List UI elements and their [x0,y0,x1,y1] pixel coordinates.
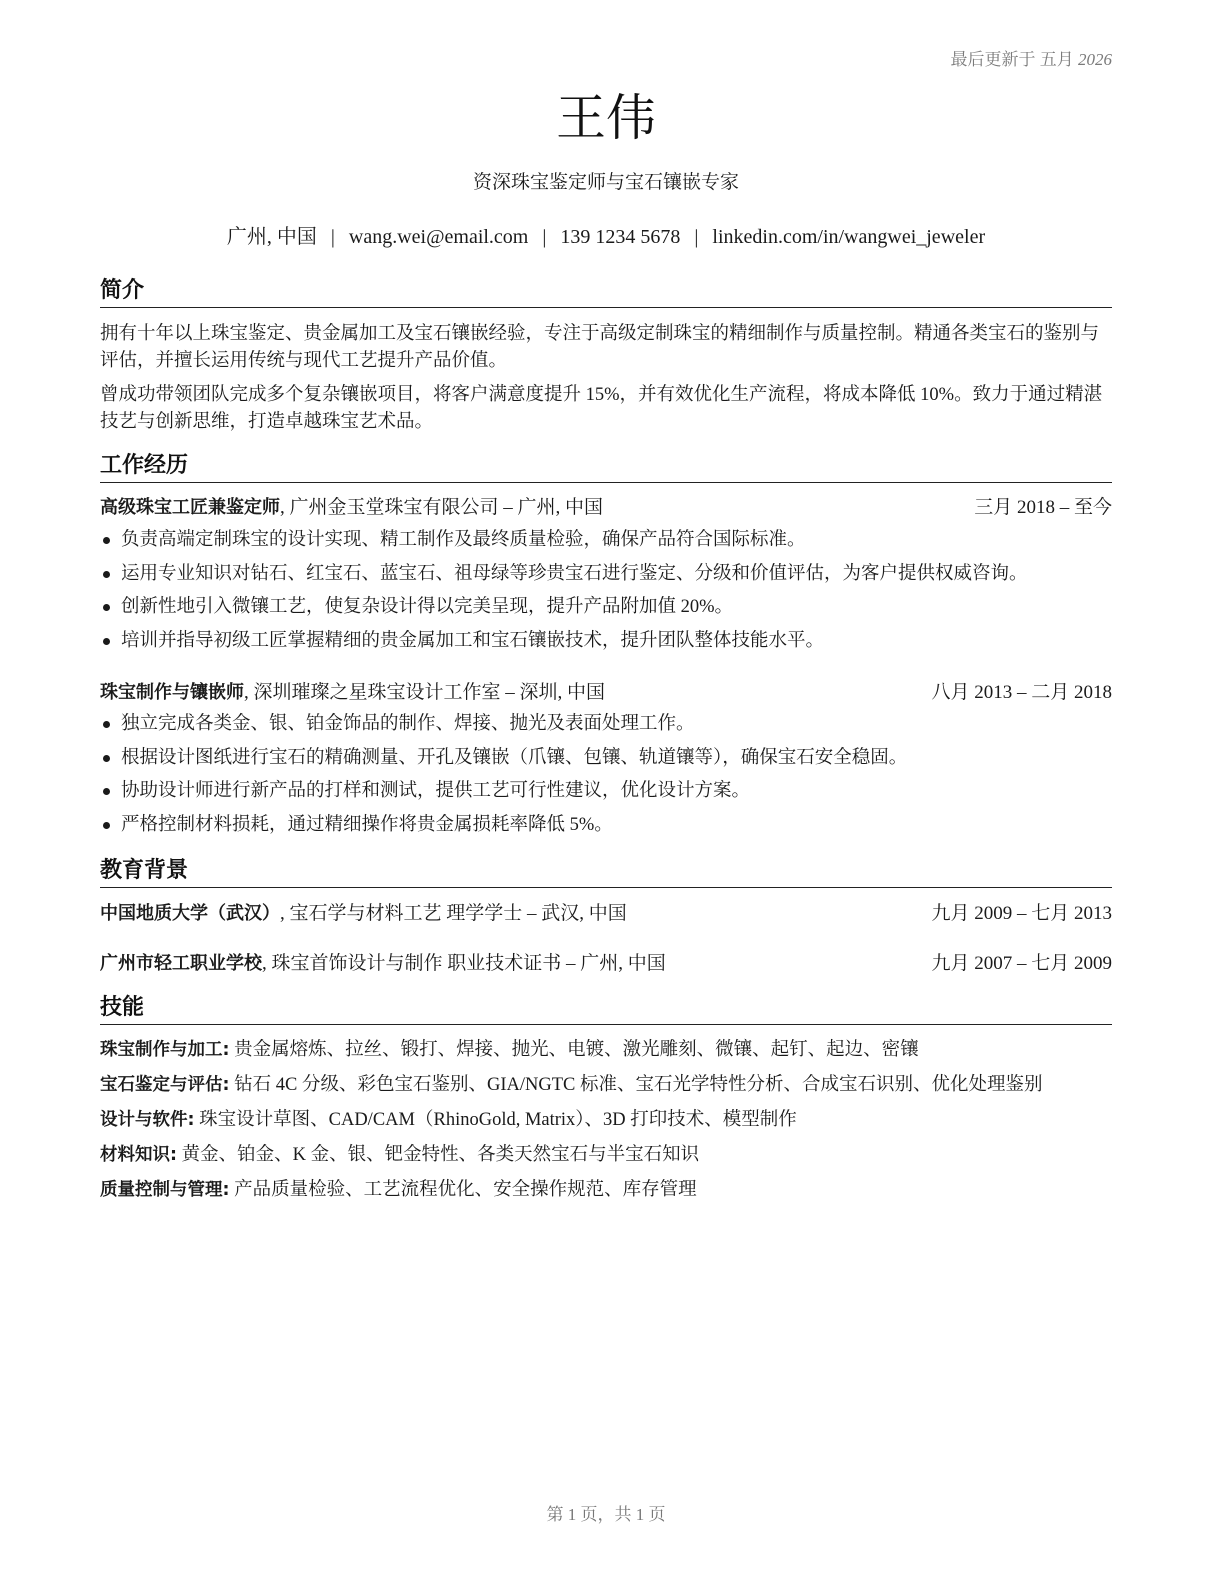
degree-detail: , 宝石学与材料工艺 理学学士 – 武汉, 中国 [280,903,627,924]
section-heading-education: 教育背景 [100,857,1112,888]
last-updated-year: 2026 [1078,50,1112,69]
skill-value: 珠宝设计草图、CAD/CAM（RhinoGold, Matrix）、3D 打印技术、模型制作 [194,1110,797,1130]
skill-row [100,1142,1112,1168]
skill-label: 珠宝制作与加工: [100,1040,230,1060]
contact-phone[interactable]: 139 1234 5678 [560,226,681,248]
job-dates: 八月 2013 – 二月 2018 [931,682,1112,703]
job-bullet-list [100,527,1112,661]
section-heading-summary: 简介 [100,277,1112,308]
contact-separator: | [330,226,335,248]
skill-value: 黄金、铂金、K 金、银、钯金特性、各类天然宝石与半宝石知识 [177,1145,700,1165]
candidate-name: 王伟 [556,89,656,147]
skill-row [100,1072,1112,1098]
contact-separator: | [694,226,699,248]
degree-detail: , 珠宝首饰设计与制作 职业技术证书 – 广州, 中国 [262,953,666,974]
section-heading-skills: 技能 [100,994,1112,1025]
contact-linkedin[interactable]: linkedin.com/in/wangwei_jeweler [712,226,986,248]
job-bullet: 独立完成各类金、银、铂金饰品的制作、焊接、抛光及表面处理工作。 [100,711,1112,745]
job-bullet-list [100,711,1112,845]
job-bullet: 协助设计师进行新产品的打样和测试，提供工艺可行性建议，优化设计方案。 [100,778,1112,812]
job-organization: , 深圳璀璨之星珠宝设计工作室 – 深圳, 中国 [244,682,606,703]
job-bullet: 负责高端定制珠宝的设计实现、精工制作及最终质量检验，确保产品符合国际标准。 [100,527,1112,561]
skill-label: 宝石鉴定与评估: [100,1075,230,1095]
contact-location: 广州, 中国 [226,226,317,248]
summary-paragraph: 拥有十年以上珠宝鉴定、贵金属加工及宝石镶嵌经验，专注于高级定制珠宝的精细制作与质量控制。精通各类宝石的鉴别与评估，并擅长运用传统与现代工艺提升产品价值。 [100,324,1100,371]
job-dates: 三月 2018 – 至今 [974,497,1112,518]
last-updated-month: 五月 [1039,50,1074,69]
skill-value: 产品质量检验、工艺流程优化、安全操作规范、库存管理 [229,1180,697,1200]
job-bullet: 严格控制材料损耗，通过精细操作将贵金属损耗率降低 5%。 [100,812,1112,846]
resume-page [100,0,1112,1584]
skill-value: 贵金属熔炼、拉丝、锻打、焊接、抛光、电镀、激光雕刻、微镶、起钉、起边、密镶 [229,1040,919,1060]
skill-row [100,1107,1112,1133]
education-dates: 九月 2009 – 七月 2013 [931,903,1112,924]
skill-row [100,1037,1112,1063]
job-bullet: 培训并指导初级工匠掌握精细的贵金属加工和宝石镶嵌技术，提升团队整体技能水平。 [100,628,1112,662]
job-header [100,680,1112,706]
skill-label: 设计与软件: [100,1110,195,1130]
job-bullet: 运用专业知识对钻石、红宝石、蓝宝石、祖母绿等珍贵宝石进行鉴定、分级和价值评估，为客户提供权威咨询。 [100,561,1112,595]
job-bullet: 根据设计图纸进行宝石的精确测量、开孔及镶嵌（爪镶、包镶、轨道镶等），确保宝石安全稳固。 [100,745,1112,779]
skill-label: 材料知识: [100,1145,177,1165]
summary-paragraph: 曾成功带领团队完成多个复杂镶嵌项目，将客户满意度提升 15%，并有效优化生产流程，将成本降低 10%。致力于通过精湛技艺与创新思维，打造卓越珠宝艺术品。 [100,385,1103,432]
candidate-title: 资深珠宝鉴定师与宝石镶嵌专家 [472,172,739,193]
education-entry [100,901,1112,927]
skill-row [100,1177,1112,1203]
school-name: 中国地质大学（武汉） [100,903,280,924]
section-heading-experience: 工作经历 [100,452,1112,483]
job-organization: , 广州金玉堂珠宝有限公司 – 广州, 中国 [280,497,604,518]
skill-label: 质量控制与管理: [100,1180,230,1200]
job-role: 高级珠宝工匠兼鉴定师 [100,497,280,518]
contact-email[interactable]: wang.wei@email.com [348,226,529,248]
page-number: 第 1 页，共 1 页 [546,1505,666,1524]
education-dates: 九月 2007 – 七月 2009 [931,953,1112,974]
last-updated-prefix: 最后更新于 [950,50,1036,69]
contact-line [100,224,1112,250]
last-updated [951,45,1113,70]
job-header [100,495,1112,521]
skill-value: 钻石 4C 分级、彩色宝石鉴别、GIA/NGTC 标准、宝石光学特性分析、合成宝石识别、优化处理鉴别 [229,1075,1043,1095]
contact-separator: | [542,226,547,248]
job-role: 珠宝制作与镶嵌师 [100,682,244,703]
education-entry [100,951,1112,977]
job-bullet: 创新性地引入微镶工艺，使复杂设计得以完美呈现，提升产品附加值 20%。 [100,594,1112,628]
school-name: 广州市轻工职业学校 [100,953,262,974]
